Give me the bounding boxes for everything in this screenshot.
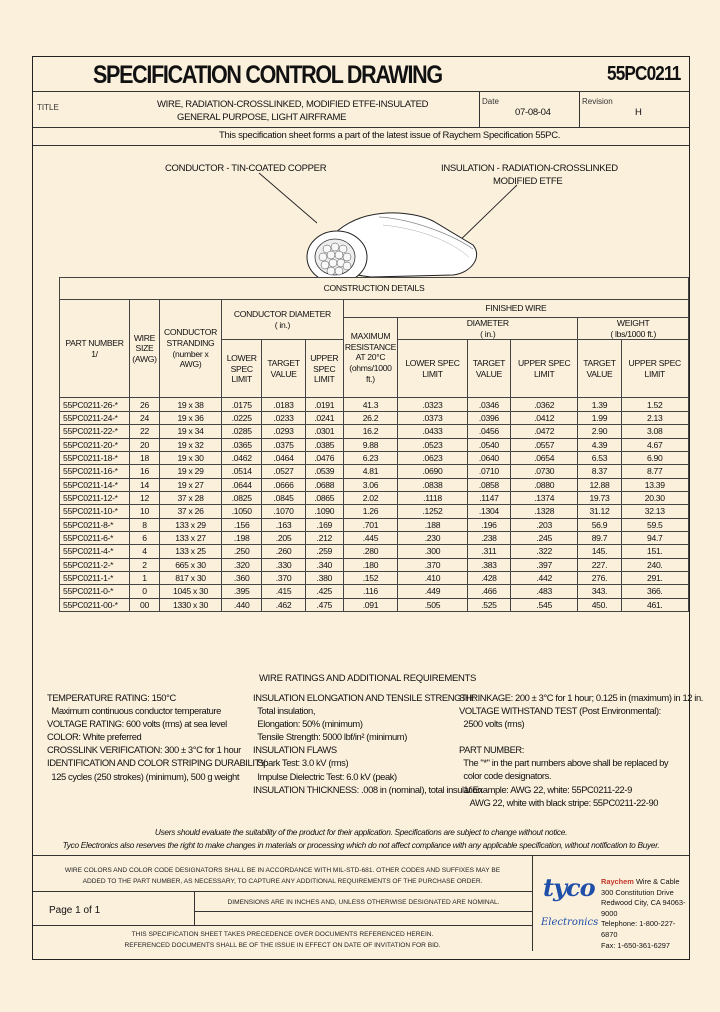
table-cell: 3.06 bbox=[343, 478, 397, 491]
table-cell: 32.13 bbox=[621, 505, 688, 518]
divider bbox=[479, 91, 480, 127]
table-cell: .483 bbox=[510, 585, 577, 598]
table-row bbox=[60, 411, 689, 424]
table-cell: .1070 bbox=[262, 505, 305, 518]
table-cell: .0456 bbox=[467, 425, 510, 438]
table-cell: 133 x 29 bbox=[160, 518, 222, 531]
col-cd-lower: LOWER SPEC LIMIT bbox=[222, 340, 262, 398]
table-cell: 55PC0211-24-* bbox=[60, 411, 130, 424]
conductor-label: CONDUCTOR - TIN-COATED COPPER bbox=[165, 163, 327, 174]
table-cell: .1328 bbox=[510, 505, 577, 518]
title-label: TITLE bbox=[37, 103, 59, 112]
table-cell: .0233 bbox=[262, 411, 305, 424]
table-cell: .180 bbox=[343, 558, 397, 571]
table-cell: 1 bbox=[130, 571, 160, 584]
table-cell: 55PC0211-18-* bbox=[60, 451, 130, 464]
table-cell: 1.26 bbox=[343, 505, 397, 518]
table-cell: .701 bbox=[343, 518, 397, 531]
table-cell: .442 bbox=[510, 571, 577, 584]
requirements-heading: WIRE RATINGS AND ADDITIONAL REQUIREMENTS bbox=[259, 673, 477, 684]
color-note-1: WIRE COLORS AND COLOR CODE DESIGNATORS SHALL BE IN ACCORDANCE WITH MIL-STD-681. OTHER CODES AND SUFFIXES MAY BE bbox=[64, 867, 501, 874]
table-cell: .425 bbox=[305, 585, 343, 598]
table-cell: .0865 bbox=[305, 491, 343, 504]
table-cell: 6.90 bbox=[621, 451, 688, 464]
document-number: 55PC0211 bbox=[607, 63, 681, 85]
col-d-upper: UPPER SPEC LIMIT bbox=[510, 340, 577, 398]
table-cell: .545 bbox=[510, 598, 577, 611]
requirement-line: INSULATION FLAWS bbox=[253, 744, 337, 756]
table-cell: 227. bbox=[578, 558, 621, 571]
table-cell: 0 bbox=[130, 585, 160, 598]
requirement-line: TEMPERATURE RATING: 150°C bbox=[47, 692, 176, 703]
table-cell: .1147 bbox=[467, 491, 510, 504]
table-cell: .203 bbox=[510, 518, 577, 531]
table-cell: 240. bbox=[621, 558, 688, 571]
table-cell: 41.3 bbox=[343, 398, 397, 411]
table-cell: 133 x 27 bbox=[160, 531, 222, 544]
table-row bbox=[60, 558, 689, 571]
col-d-target: TARGET VALUE bbox=[467, 340, 510, 398]
table-cell: .410 bbox=[398, 571, 468, 584]
table-cell: .0191 bbox=[305, 398, 343, 411]
requirement-line: IDENTIFICATION AND COLOR STRIPING DURABILITY: bbox=[47, 757, 268, 769]
table-cell: 4 bbox=[130, 545, 160, 558]
table-cell: 343. bbox=[578, 585, 621, 598]
table-cell: 2 bbox=[130, 558, 160, 571]
requirement-line: Elongation: 50% (minimum) bbox=[253, 718, 363, 730]
precedence-note-1: THIS SPECIFICATION SHEET TAKES PRECEDENCE OVER DOCUMENTS REFERENCED HEREIN. bbox=[131, 931, 434, 938]
revision-label: Revision bbox=[582, 97, 613, 106]
table-cell: 8.37 bbox=[578, 465, 621, 478]
table-cell: .156 bbox=[222, 518, 262, 531]
table-cell: .525 bbox=[467, 598, 510, 611]
table-cell: .091 bbox=[343, 598, 397, 611]
table-cell: .0540 bbox=[467, 438, 510, 451]
table-cell: .0644 bbox=[222, 478, 262, 491]
table-cell: .1118 bbox=[398, 491, 468, 504]
requirement-line: CROSSLINK VERIFICATION: 300 ± 3°C for 1 hour bbox=[47, 744, 241, 756]
requirements-middle bbox=[253, 691, 482, 796]
table-cell: .0385 bbox=[305, 438, 343, 451]
table-cell: 1330 x 30 bbox=[160, 598, 222, 611]
table-cell: 12 bbox=[130, 491, 160, 504]
table-cell: .230 bbox=[398, 531, 468, 544]
table-cell: .212 bbox=[305, 531, 343, 544]
title-line-1: WIRE, RADIATION-CROSSLINKED, MODIFIED ETFE-INSULATED bbox=[157, 99, 429, 110]
table-cell: 19 x 38 bbox=[160, 398, 222, 411]
table-cell: 55PC0211-4-* bbox=[60, 545, 130, 558]
insulation-label-2: MODIFIED ETFE bbox=[493, 176, 563, 187]
requirement-line: Tensile Strength: 5000 lbf/in² (minimum) bbox=[253, 731, 407, 743]
col-d-lower: LOWER SPEC LIMIT bbox=[398, 340, 468, 398]
table-cell: .397 bbox=[510, 558, 577, 571]
table-cell: .280 bbox=[343, 545, 397, 558]
table-cell: 2.02 bbox=[343, 491, 397, 504]
title-line-2: GENERAL PURPOSE, LIGHT AIRFRAME bbox=[177, 112, 347, 123]
divider bbox=[33, 91, 689, 92]
date-value: 07-08-04 bbox=[515, 107, 551, 118]
requirement-line: VOLTAGE WITHSTAND TEST (Post Environmental): bbox=[459, 705, 661, 717]
table-cell: 24 bbox=[130, 411, 160, 424]
table-cell: 276. bbox=[578, 571, 621, 584]
table-cell: .0462 bbox=[222, 451, 262, 464]
tyco-wordmark: tyco bbox=[543, 873, 595, 902]
color-note-2: ADDED TO THE PART NUMBER, AS NECESSARY, TO CAPTURE ANY ADDITIONAL REQUIREMENTS OF THE PURCHASE ORDER. bbox=[82, 878, 483, 885]
col-wire-size: WIRE SIZE (AWG) bbox=[130, 300, 160, 398]
table-cell: .0183 bbox=[262, 398, 305, 411]
table-cell: 291. bbox=[621, 571, 688, 584]
table-row bbox=[60, 398, 689, 411]
table-cell: .0323 bbox=[398, 398, 468, 411]
table-cell: .0557 bbox=[510, 438, 577, 451]
table-cell: 9.88 bbox=[343, 438, 397, 451]
table-cell: 59.5 bbox=[621, 518, 688, 531]
table-cell: 13.39 bbox=[621, 478, 688, 491]
table-cell: 450. bbox=[578, 598, 621, 611]
requirement-line: PART NUMBER: bbox=[459, 744, 525, 756]
table-cell: .1252 bbox=[398, 505, 468, 518]
table-cell: .0845 bbox=[262, 491, 305, 504]
table-cell: .0690 bbox=[398, 465, 468, 478]
table-cell: .0225 bbox=[222, 411, 262, 424]
col-weight: WEIGHT ( lbs/1000 ft.) bbox=[578, 318, 689, 340]
disclaimer-line-1: Users should evaluate the suitability of the product for their application. Specifications are subject to change without notice. bbox=[154, 827, 568, 837]
table-cell: 20.30 bbox=[621, 491, 688, 504]
requirement-line: Impulse Dielectric Test: 6.0 kV (peak) bbox=[253, 770, 397, 782]
table-cell: .330 bbox=[262, 558, 305, 571]
intro-text: This specification sheet forms a part of the latest issue of Raychem Specification 55PC. bbox=[219, 130, 561, 141]
table-cell: .260 bbox=[262, 545, 305, 558]
table-cell: .0688 bbox=[305, 478, 343, 491]
table-cell: 31.12 bbox=[578, 505, 621, 518]
requirement-line: 1/ Example: AWG 22, white: 55PC0211-22-9 bbox=[459, 783, 632, 795]
requirement-line: INSULATION THICKNESS: .008 in (nominal), total insulation bbox=[253, 783, 483, 795]
table-cell: 37 x 26 bbox=[160, 505, 222, 518]
table-cell: 55PC0211-8-* bbox=[60, 518, 130, 531]
table-cell: .205 bbox=[262, 531, 305, 544]
table-cell: 20 bbox=[130, 438, 160, 451]
table-row bbox=[60, 478, 689, 491]
col-w-target: TARGET VALUE bbox=[578, 340, 621, 398]
table-cell: 56.9 bbox=[578, 518, 621, 531]
table-cell: .0175 bbox=[222, 398, 262, 411]
requirement-line: Total insulation, bbox=[253, 705, 316, 717]
table-cell: .445 bbox=[343, 531, 397, 544]
table-cell: .0514 bbox=[222, 465, 262, 478]
table-cell: .0858 bbox=[467, 478, 510, 491]
table-row bbox=[60, 585, 689, 598]
requirement-line: 2500 volts (rms) bbox=[459, 718, 525, 730]
table-cell: .370 bbox=[262, 571, 305, 584]
table-cell: .300 bbox=[398, 545, 468, 558]
table-cell: 12.88 bbox=[578, 478, 621, 491]
requirement-line: VOLTAGE RATING: 600 volts (rms) at sea level bbox=[47, 718, 227, 730]
table-cell: .0654 bbox=[510, 451, 577, 464]
table-row bbox=[60, 571, 689, 584]
table-cell: .169 bbox=[305, 518, 343, 531]
table-cell: .0464 bbox=[262, 451, 305, 464]
requirement-line: SHRINKAGE: 200 ± 3°C for 1 hour; 0.125 in (maximum) in 12 in. bbox=[459, 692, 703, 703]
table-row bbox=[60, 465, 689, 478]
table-cell: .245 bbox=[510, 531, 577, 544]
requirement-line: color code designators. bbox=[459, 770, 552, 782]
table-cell: .0346 bbox=[467, 398, 510, 411]
col-cd-target: TARGET VALUE bbox=[262, 340, 305, 398]
table-cell: 94.7 bbox=[621, 531, 688, 544]
table-cell: .0433 bbox=[398, 425, 468, 438]
divider bbox=[33, 127, 689, 128]
table-cell: .0301 bbox=[305, 425, 343, 438]
specification-sheet bbox=[32, 56, 703, 960]
table-cell: 55PC0211-20-* bbox=[60, 438, 130, 451]
table-cell: .1050 bbox=[222, 505, 262, 518]
col-stranding: CONDUCTOR STRANDING (number x AWG) bbox=[160, 300, 222, 398]
table-cell: 19 x 30 bbox=[160, 451, 222, 464]
table-cell: 55PC0211-12-* bbox=[60, 491, 130, 504]
col-cd-upper: UPPER SPEC LIMIT bbox=[305, 340, 343, 398]
table-cell: .0523 bbox=[398, 438, 468, 451]
table-row bbox=[60, 451, 689, 464]
table-cell: .466 bbox=[467, 585, 510, 598]
electronics-wordmark: Electronics bbox=[541, 917, 599, 928]
table-cell: .0375 bbox=[262, 438, 305, 451]
table-cell: .0640 bbox=[467, 451, 510, 464]
table-cell: .163 bbox=[262, 518, 305, 531]
table-cell: 00 bbox=[130, 598, 160, 611]
table-cell: 817 x 30 bbox=[160, 571, 222, 584]
table-cell: .0396 bbox=[467, 411, 510, 424]
table-cell: 151. bbox=[621, 545, 688, 558]
table-cell: .380 bbox=[305, 571, 343, 584]
table-cell: 55PC0211-00-* bbox=[60, 598, 130, 611]
table-cell: 26 bbox=[130, 398, 160, 411]
table-cell: .311 bbox=[467, 545, 510, 558]
table-cell: .0285 bbox=[222, 425, 262, 438]
table-cell: .238 bbox=[467, 531, 510, 544]
table-cell: .0373 bbox=[398, 411, 468, 424]
table-cell: 8 bbox=[130, 518, 160, 531]
table-cell: 4.67 bbox=[621, 438, 688, 451]
table-cell: .152 bbox=[343, 571, 397, 584]
wire-illustration bbox=[33, 145, 691, 277]
table-row bbox=[60, 598, 689, 611]
requirement-line bbox=[459, 730, 703, 743]
requirement-line: The "*" in the part numbers above shall be replaced by bbox=[459, 757, 669, 769]
col-finished-wire: FINISHED WIRE bbox=[343, 300, 688, 318]
table-cell: 26.2 bbox=[343, 411, 397, 424]
table-cell: .196 bbox=[467, 518, 510, 531]
table-cell: 6.23 bbox=[343, 451, 397, 464]
table-cell: 1045 x 30 bbox=[160, 585, 222, 598]
table-cell: 55PC0211-10-* bbox=[60, 505, 130, 518]
footer bbox=[33, 855, 532, 961]
table-row bbox=[60, 505, 689, 518]
table-cell: 14 bbox=[130, 478, 160, 491]
table-cell: 10 bbox=[130, 505, 160, 518]
table-cell: .0825 bbox=[222, 491, 262, 504]
table-cell: .360 bbox=[222, 571, 262, 584]
table-cell: .322 bbox=[510, 545, 577, 558]
table-cell: 16.2 bbox=[343, 425, 397, 438]
page-number: Page 1 of 1 bbox=[49, 905, 101, 916]
col-max-resistance: MAXIMUM RESISTANCE AT 20°C (ohms/1000 ft.) bbox=[343, 318, 397, 398]
table-row bbox=[60, 518, 689, 531]
requirements-right bbox=[459, 691, 703, 809]
table-cell: 19 x 36 bbox=[160, 411, 222, 424]
table-cell: 19 x 29 bbox=[160, 465, 222, 478]
table-cell: 366. bbox=[621, 585, 688, 598]
table-cell: .0623 bbox=[398, 451, 468, 464]
table-cell: 55PC0211-14-* bbox=[60, 478, 130, 491]
table-cell: 37 x 28 bbox=[160, 491, 222, 504]
table-cell: 19 x 34 bbox=[160, 425, 222, 438]
table-cell: .475 bbox=[305, 598, 343, 611]
document-title: SPECIFICATION CONTROL DRAWING bbox=[93, 61, 442, 89]
requirement-line: Spark Test: 3.0 kV (rms) bbox=[253, 757, 349, 769]
requirement-line: 125 cycles (250 strokes) (minimum), 500 g weight bbox=[47, 770, 240, 782]
disclaimer-line-2: Tyco Electronics also reserves the right to make changes in materials or processing which do not affect compliance with any applicable specification, without notification to Buyer. bbox=[62, 840, 660, 850]
table-cell: .395 bbox=[222, 585, 262, 598]
table-cell: 19 x 32 bbox=[160, 438, 222, 451]
table-row bbox=[60, 531, 689, 544]
requirement-line: Maximum continuous conductor temperature bbox=[47, 705, 221, 717]
table-cell: .428 bbox=[467, 571, 510, 584]
table-cell: 145. bbox=[578, 545, 621, 558]
table-cell: 4.39 bbox=[578, 438, 621, 451]
table-cell: 133 x 25 bbox=[160, 545, 222, 558]
dimensions-note: DIMENSIONS ARE IN INCHES AND, UNLESS OTHERWISE DESIGNATED ARE NOMINAL. bbox=[227, 899, 500, 906]
table-cell: .198 bbox=[222, 531, 262, 544]
table-row bbox=[60, 491, 689, 504]
company-address: Raychem Wire & Cable 300 Constitution Drive Redwood City, CA 94063-9000 Telephone: 1-800-227-6870 Fax: 1-650-361-6297 bbox=[601, 877, 686, 950]
table-cell: .320 bbox=[222, 558, 262, 571]
table-cell: 6.53 bbox=[578, 451, 621, 464]
requirement-line: INSULATION ELONGATION AND TENSILE STRENGTH: bbox=[253, 692, 475, 703]
table-cell: 19 x 27 bbox=[160, 478, 222, 491]
table-cell: .449 bbox=[398, 585, 468, 598]
table-cell: .340 bbox=[305, 558, 343, 571]
table-cell: 1.52 bbox=[621, 398, 688, 411]
table-cell: .1304 bbox=[467, 505, 510, 518]
table-cell: 6 bbox=[130, 531, 160, 544]
tyco-logo bbox=[532, 855, 598, 951]
table-cell: 55PC0211-26-* bbox=[60, 398, 130, 411]
table-cell: 18 bbox=[130, 451, 160, 464]
table-cell: .440 bbox=[222, 598, 262, 611]
precedence-note-2: REFERENCED DOCUMENTS SHALL BE OF THE ISSUE IN EFFECT ON DATE OF INVITATION FOR BID. bbox=[124, 942, 441, 949]
construction-details-table bbox=[59, 277, 689, 612]
table-cell: 8.77 bbox=[621, 465, 688, 478]
col-w-upper: UPPER SPEC LIMIT bbox=[621, 340, 688, 398]
table-cell: .0412 bbox=[510, 411, 577, 424]
table-cell: .188 bbox=[398, 518, 468, 531]
table-cell: 55PC0211-0-* bbox=[60, 585, 130, 598]
table-cell: .0527 bbox=[262, 465, 305, 478]
table-cell: .0365 bbox=[222, 438, 262, 451]
table-cell: .415 bbox=[262, 585, 305, 598]
table-cell: .250 bbox=[222, 545, 262, 558]
table-cell: 19.73 bbox=[578, 491, 621, 504]
table-cell: 22 bbox=[130, 425, 160, 438]
table-cell: 55PC0211-1-* bbox=[60, 571, 130, 584]
table-cell: 461. bbox=[621, 598, 688, 611]
table-cell: 1.99 bbox=[578, 411, 621, 424]
table-cell: .0710 bbox=[467, 465, 510, 478]
table-cell: .462 bbox=[262, 598, 305, 611]
col-part-number: PART NUMBER 1/ bbox=[60, 300, 130, 398]
table-cell: .116 bbox=[343, 585, 397, 598]
divider bbox=[579, 91, 580, 127]
table-cell: .0666 bbox=[262, 478, 305, 491]
table-body bbox=[60, 398, 689, 612]
table-cell: .0880 bbox=[510, 478, 577, 491]
table-cell: .505 bbox=[398, 598, 468, 611]
table-cell: 1.39 bbox=[578, 398, 621, 411]
table-cell: 55PC0211-2-* bbox=[60, 558, 130, 571]
table-cell: .1090 bbox=[305, 505, 343, 518]
table-cell: 55PC0211-16-* bbox=[60, 465, 130, 478]
table-cell: .259 bbox=[305, 545, 343, 558]
col-diameter: DIAMETER ( in.) bbox=[398, 318, 578, 340]
table-cell: .0539 bbox=[305, 465, 343, 478]
table-row bbox=[60, 545, 689, 558]
table-cell: .0472 bbox=[510, 425, 577, 438]
table-cell: .0241 bbox=[305, 411, 343, 424]
requirement-line: AWG 22, white with black stripe: 55PC0211-22-90 bbox=[459, 796, 659, 808]
table-cell: 2.90 bbox=[578, 425, 621, 438]
revision-value: H bbox=[635, 107, 642, 118]
col-conductor-diameter: CONDUCTOR DIAMETER ( in.) bbox=[222, 300, 344, 340]
table-title: CONSTRUCTION DETAILS bbox=[60, 278, 689, 300]
table-cell: 3.08 bbox=[621, 425, 688, 438]
table-row bbox=[60, 438, 689, 451]
date-label: Date bbox=[482, 97, 499, 106]
raychem-name: Raychem bbox=[601, 877, 634, 886]
table-cell: .0293 bbox=[262, 425, 305, 438]
table-cell: 4.81 bbox=[343, 465, 397, 478]
table-cell: 55PC0211-22-* bbox=[60, 425, 130, 438]
table-cell: .0362 bbox=[510, 398, 577, 411]
table-cell: 16 bbox=[130, 465, 160, 478]
table-cell: 2.13 bbox=[621, 411, 688, 424]
table-cell: .0838 bbox=[398, 478, 468, 491]
table-cell: .383 bbox=[467, 558, 510, 571]
table-cell: .0476 bbox=[305, 451, 343, 464]
table-cell: 55PC0211-6-* bbox=[60, 531, 130, 544]
table-cell: 89.7 bbox=[578, 531, 621, 544]
insulation-label-1: INSULATION - RADIATION-CROSSLINKED bbox=[441, 163, 618, 174]
table-cell: 665 x 30 bbox=[160, 558, 222, 571]
table-row bbox=[60, 425, 689, 438]
table-cell: .370 bbox=[398, 558, 468, 571]
requirement-line: COLOR: White preferred bbox=[47, 731, 142, 743]
table-cell: .1374 bbox=[510, 491, 577, 504]
table-cell: .0730 bbox=[510, 465, 577, 478]
requirements-left bbox=[47, 691, 267, 783]
